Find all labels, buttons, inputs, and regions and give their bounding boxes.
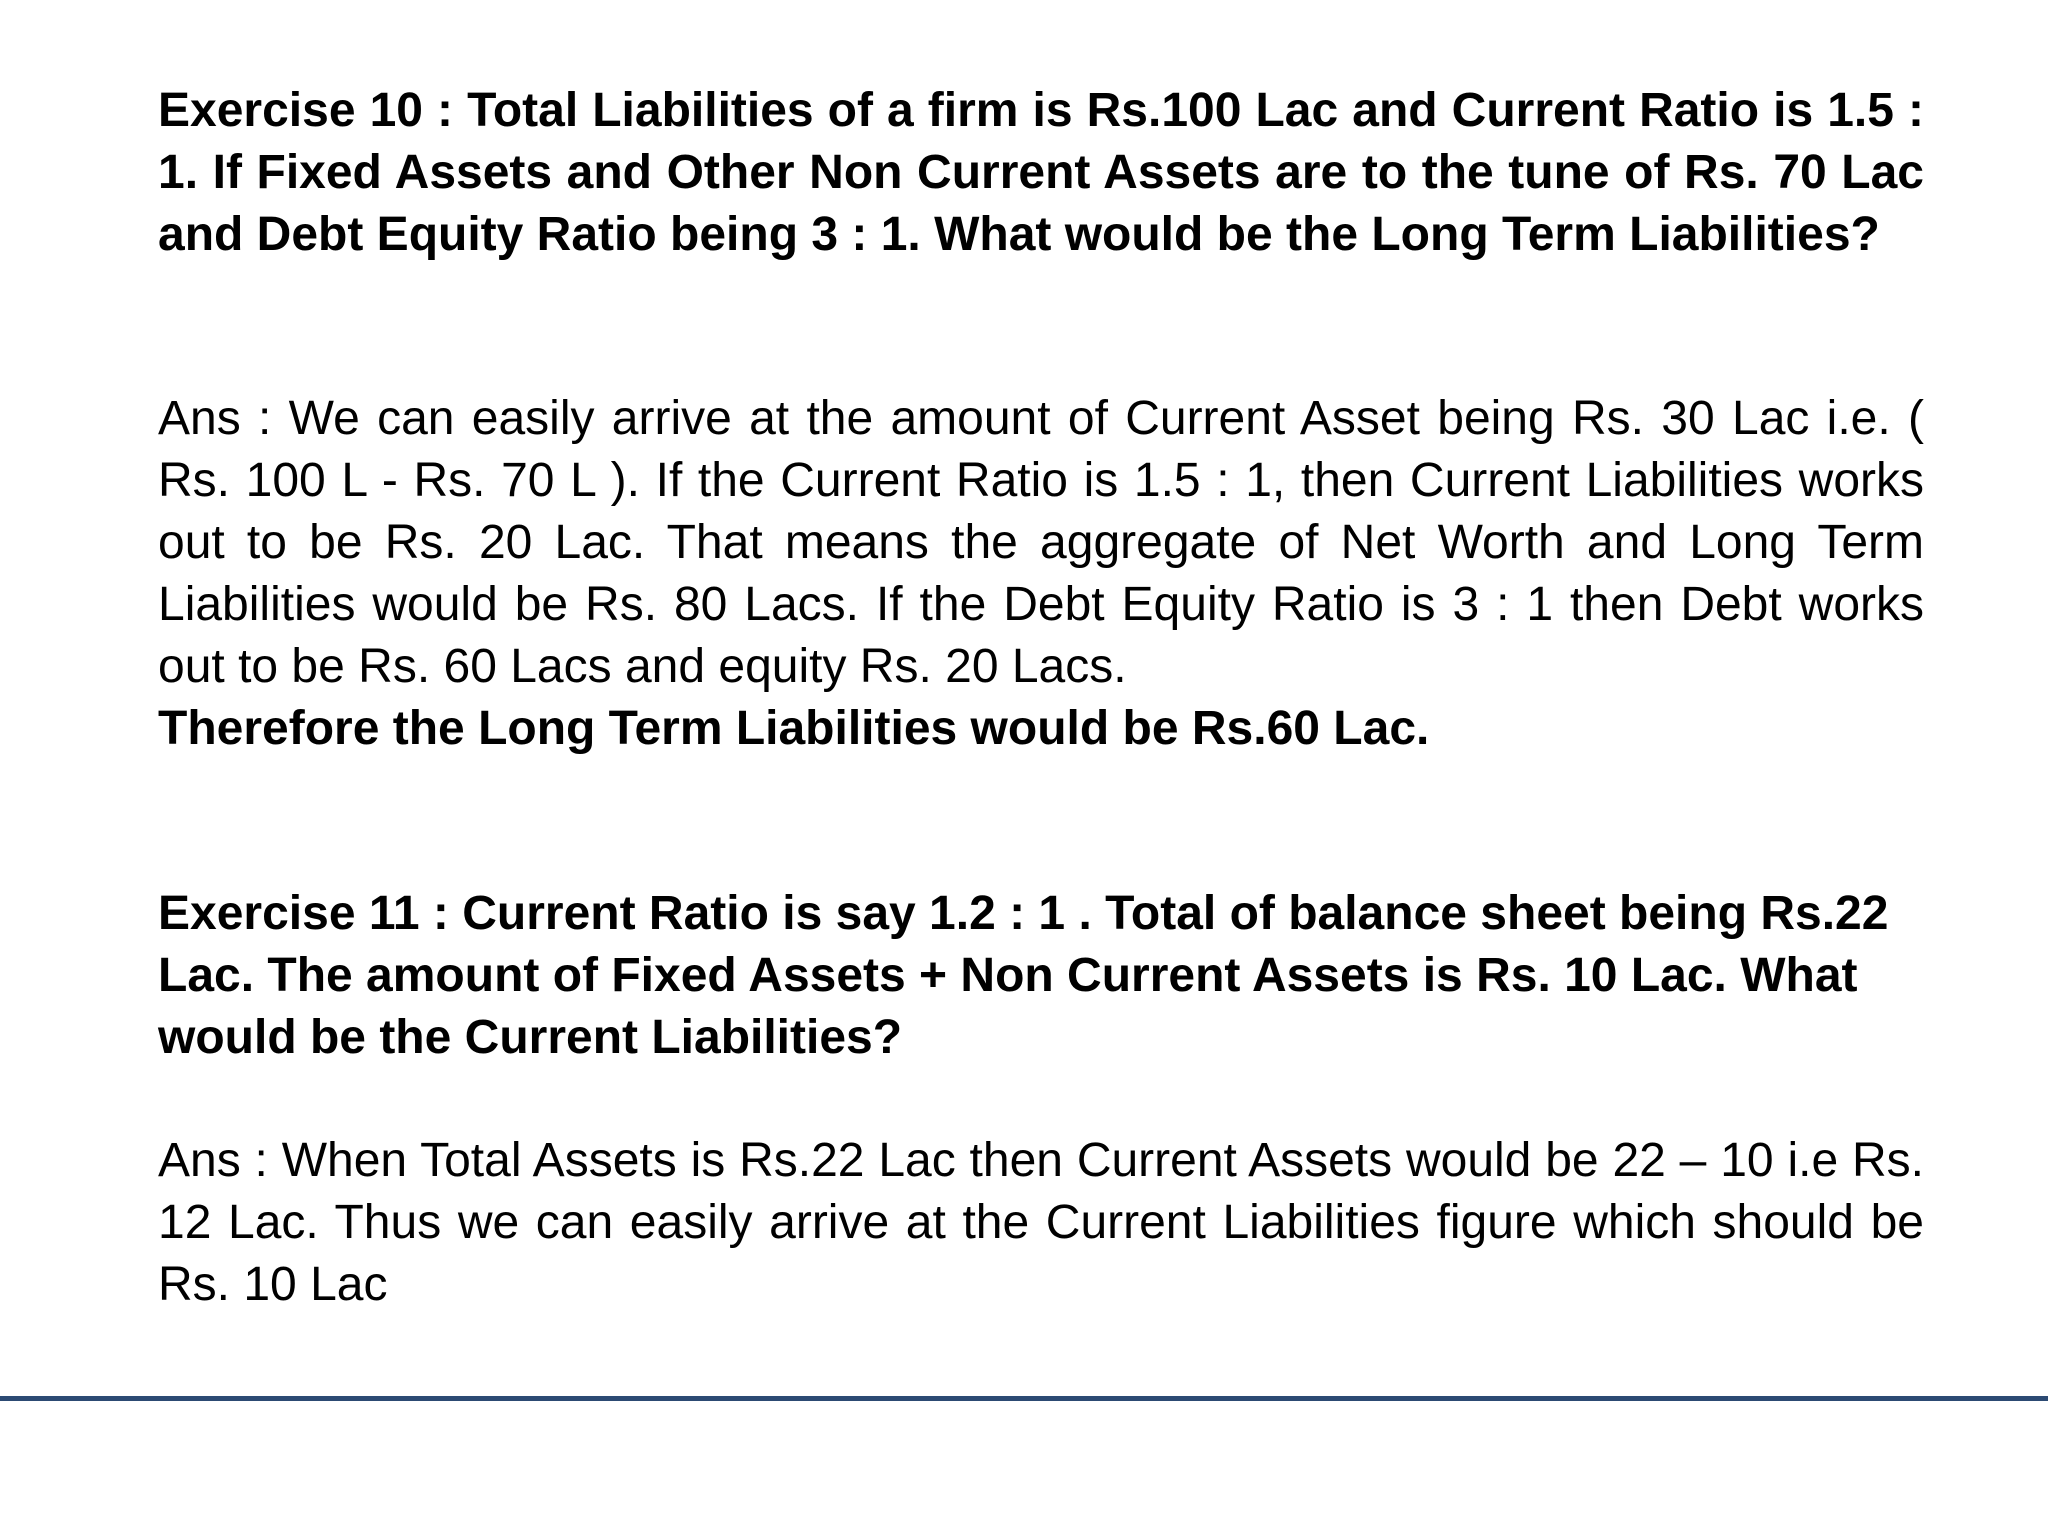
- exercise-10-answer-block: [158, 388, 1924, 760]
- exercise-10-conclusion: Therefore the Long Term Liabilities would be Rs.60 Lac.: [158, 702, 1430, 755]
- exercise-11-answer: Ans : When Total Assets is Rs.22 Lac then Current Assets would be 22 – 10 i.e Rs. 12 Lac. Thus we can easily arrive at the Current Liabilities figure which should be Rs. 10 Lac: [158, 1134, 1924, 1311]
- exercise-10-answer: Ans : We can easily arrive at the amount of Current Asset being Rs. 30 Lac i.e. ( Rs. 100 L - Rs. 70 L ). If the Current Ratio is 1.5 : 1, then Current Liabilities works out to be Rs. 20 Lac. That means the aggregate of Net Worth and Long Term Liabilities would be Rs. 80 Lacs. If the Debt Equity Ratio is 3 : 1 then Debt works out to be Rs. 60 Lacs and equity Rs. 20 Lacs.: [158, 392, 1924, 693]
- exercise-11-question: Exercise 11 : Current Ratio is say 1.2 : 1 . Total of balance sheet being Rs.22 Lac. The amount of Fixed Assets + Non Current Assets is Rs. 10 Lac. What would be the Current Liabilities?: [158, 887, 1889, 1064]
- footer-divider: [0, 1396, 2048, 1401]
- exercise-10-question: Exercise 10 : Total Liabilities of a firm is Rs.100 Lac and Current Ratio is 1.5 : 1. If Fixed Assets and Other Non Current Assets are to the tune of Rs. 70 Lac and Debt Equity Ratio being 3 : 1. What would be the Long Term Liabilities?: [158, 84, 1924, 261]
